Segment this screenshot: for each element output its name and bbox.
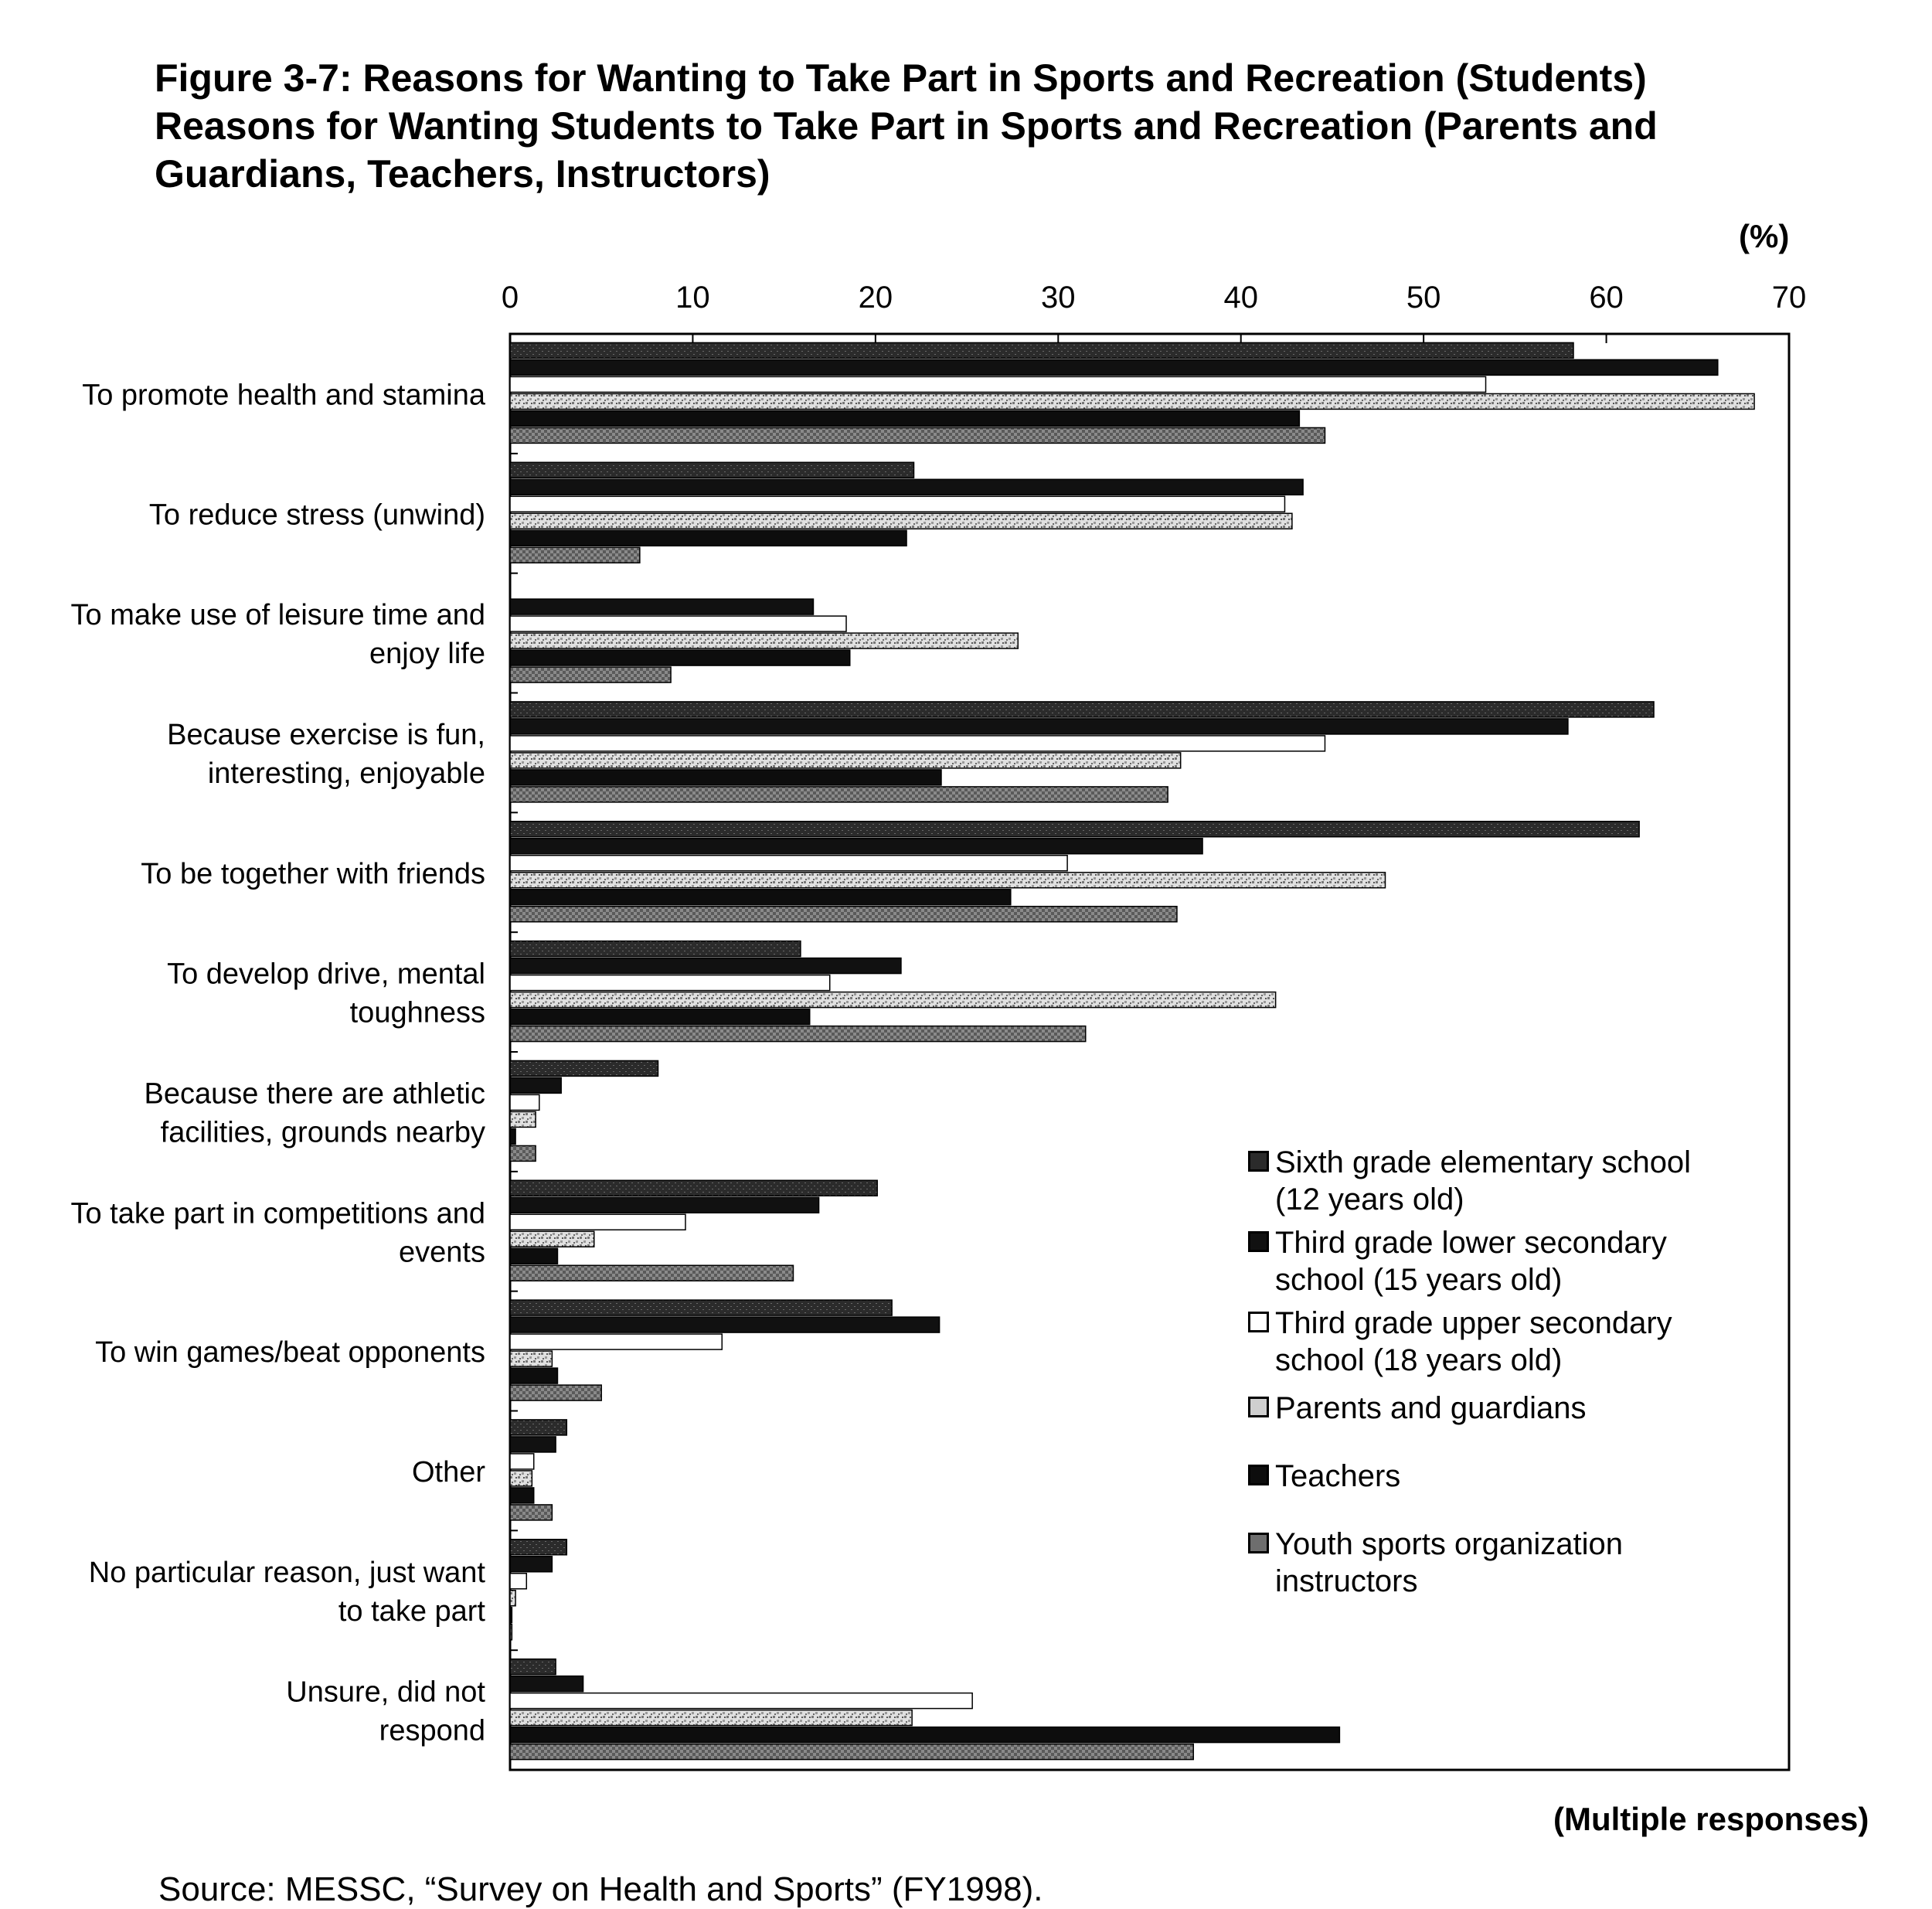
bar [510, 1248, 557, 1264]
category-label: respond [379, 1714, 485, 1747]
category-label: Because there are athletic [144, 1077, 485, 1111]
title-line-2: Reasons for Wanting Students to Take Part in Sports and Recreation (Parents and [155, 104, 1658, 148]
legend-label: Third grade upper secondary school (18 years old) [1275, 1306, 1672, 1377]
unit-label: (%) [1739, 218, 1790, 254]
bar [510, 822, 1639, 837]
legend-item [1248, 1390, 1789, 1427]
bar [510, 1197, 819, 1213]
category-label: To develop drive, mental [167, 958, 485, 991]
category-label: enjoy life [369, 638, 485, 671]
bar [510, 787, 1168, 802]
bar [510, 907, 1177, 922]
bar [510, 1437, 556, 1452]
bar [510, 1317, 940, 1332]
bar [510, 1265, 793, 1281]
bar [510, 530, 906, 546]
category-label: To win games/beat opponents [95, 1336, 485, 1370]
bar [510, 958, 901, 974]
bar [510, 1009, 810, 1025]
x-tick-label: 40 [1223, 281, 1258, 315]
bar [510, 616, 846, 631]
legend-swatch [1248, 1312, 1269, 1332]
bar [510, 1368, 557, 1383]
category-label: To take part in competitions and [70, 1197, 485, 1230]
bar [510, 1111, 536, 1127]
bar [510, 1693, 972, 1709]
multiple-responses-note: (Multiple responses) [1553, 1801, 1869, 1837]
legend-label: Third grade lower secondary school (15 years old) [1275, 1226, 1667, 1297]
bar [510, 1214, 685, 1230]
bar [510, 1727, 1339, 1743]
bar [510, 719, 1568, 734]
bar [510, 1077, 561, 1093]
legend-swatch [1248, 1231, 1269, 1252]
bar [510, 633, 1018, 648]
bar [510, 992, 1276, 1008]
bar [510, 650, 850, 665]
bar [510, 1505, 552, 1520]
bar [510, 770, 941, 785]
x-tick-label: 20 [858, 281, 893, 315]
legend-item [1248, 1458, 1789, 1495]
bar [510, 1625, 512, 1640]
legend-label: Youth sports organization instructors [1275, 1527, 1623, 1598]
bar [510, 1351, 552, 1366]
bar [510, 1488, 534, 1503]
bar [510, 547, 640, 563]
bar [510, 1659, 556, 1675]
category-label: No particular reason, just want [88, 1556, 485, 1589]
category-label: facilities, grounds nearby [160, 1116, 485, 1149]
bar [510, 1591, 515, 1606]
bar [510, 1231, 594, 1247]
category-label: To promote health and stamina [82, 379, 485, 412]
bar [510, 496, 1284, 512]
bar [510, 1540, 566, 1555]
legend [1248, 1144, 1789, 1600]
bar [510, 1026, 1086, 1042]
bar [510, 376, 1486, 392]
category-label: Because exercise is fun, [167, 718, 485, 751]
bar [510, 873, 1385, 888]
bar [510, 1145, 536, 1161]
bar [510, 1608, 512, 1623]
bar [510, 856, 1067, 871]
bar [510, 1744, 1193, 1760]
bar [510, 359, 1718, 375]
bar [510, 513, 1292, 529]
x-tick-label: 50 [1406, 281, 1441, 315]
bar [510, 839, 1202, 854]
legend-item [1248, 1224, 1789, 1298]
x-tick-label: 60 [1589, 281, 1624, 315]
bar [510, 753, 1181, 768]
bar [510, 1710, 912, 1726]
legend-swatch [1248, 1533, 1269, 1553]
x-tick-label: 0 [501, 281, 519, 315]
bar [510, 1180, 877, 1196]
category-label: interesting, enjoyable [207, 757, 485, 790]
bar [510, 1300, 892, 1315]
bar [510, 1471, 532, 1486]
bar [510, 1128, 515, 1144]
bar [510, 427, 1325, 443]
bar [510, 462, 914, 478]
bar [510, 599, 813, 614]
bar [510, 1574, 526, 1589]
bar [510, 975, 830, 991]
category-label: Unsure, did not [286, 1676, 485, 1709]
legend-label: Teachers [1275, 1459, 1401, 1493]
category-label: To reduce stress (unwind) [148, 499, 485, 532]
legend-swatch [1248, 1397, 1269, 1417]
legend-item [1248, 1305, 1789, 1379]
bar [510, 1334, 722, 1349]
title-line-3: Guardians, Teachers, Instructors) [155, 152, 770, 196]
source-note: Source: MESSC, “Survey on Health and Sports” (FY1998). [158, 1870, 1043, 1908]
bar [510, 479, 1303, 495]
category-label: To make use of leisure time and [70, 599, 485, 632]
bar [510, 667, 671, 682]
legend-item [1248, 1144, 1789, 1218]
legend-label: Sixth grade elementary school (12 years old) [1275, 1145, 1692, 1217]
category-label: events [399, 1236, 485, 1269]
category-label: Other [411, 1455, 485, 1489]
bar [510, 1094, 539, 1110]
bar [510, 1557, 552, 1572]
bar [510, 1060, 658, 1076]
bar [510, 1420, 566, 1435]
category-label: toughness [349, 996, 485, 1029]
bar [510, 342, 1573, 358]
bar [510, 941, 801, 957]
title-line-1: Figure 3-7: Reasons for Wanting to Take Part in Sports and Recreation (Students) [155, 56, 1647, 100]
x-tick-label: 10 [675, 281, 710, 315]
bar [510, 890, 1011, 905]
x-tick-label: 70 [1771, 281, 1807, 315]
legend-swatch [1248, 1151, 1269, 1172]
legend-swatch [1248, 1465, 1269, 1485]
legend-item [1248, 1526, 1789, 1600]
bar [510, 702, 1654, 717]
category-label: to take part [338, 1594, 485, 1628]
bar [510, 410, 1299, 426]
bar [510, 1454, 534, 1469]
legend-label: Parents and guardians [1275, 1391, 1587, 1425]
x-tick-label: 30 [1041, 281, 1076, 315]
bar [510, 393, 1754, 409]
category-label: To be together with friends [141, 857, 485, 890]
bar [510, 1385, 601, 1400]
bar [510, 736, 1325, 751]
bar [510, 1676, 583, 1692]
